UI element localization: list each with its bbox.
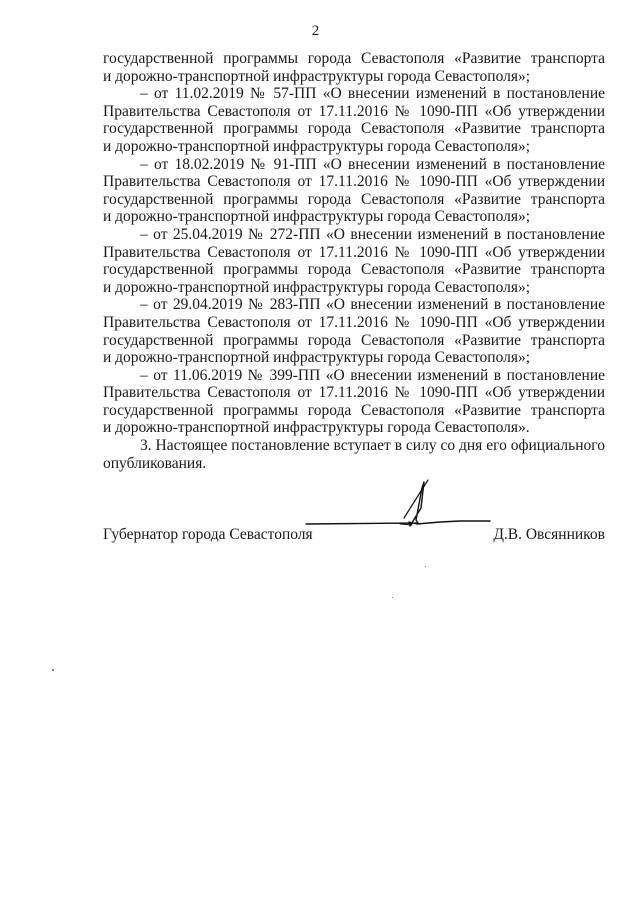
body-line: и дорожно-транспортной инфраструктуры города Севастополя»; [103, 67, 531, 85]
scan-speck [392, 597, 393, 598]
signer-title: Губернатор города Севастополя [103, 526, 313, 543]
body-line: и дорожно-транспортной инфраструктуры города Севастополя»; [103, 278, 531, 296]
body-line: и дорожно-транспортной инфраструктуры города Севастополя»; [103, 137, 531, 155]
body-line: государственной программы города Севастополя «Развитие транспорта [103, 401, 605, 419]
body-line: и дорожно-транспортной инфраструктуры города Севастополя»; [103, 208, 531, 226]
body-line: Правительства Севастополя от 17.11.2016 № 1090-ПП «Об утверждении [103, 384, 605, 402]
body-line: государственной программы города Севастополя «Развитие транспорта [103, 190, 605, 208]
body-line: и дорожно-транспортной инфраструктуры города Севастополя»; [103, 349, 531, 367]
scan-speck [425, 566, 426, 567]
amendment-entry-line: – от 11.06.2019 № 399-ПП «О внесении изменений в постановление [140, 366, 605, 384]
signer-name: Д.В. Овсянников [493, 526, 605, 543]
body-line: государственной программы города Севастополя «Развитие транспорта [103, 120, 605, 138]
body-line: и дорожно-транспортной инфраструктуры города Севастополя». [103, 419, 530, 437]
signature-block [103, 526, 605, 546]
amendment-entry-line: – от 29.04.2019 № 283-ПП «О внесении изменений в постановление [140, 296, 605, 314]
document-body [103, 50, 605, 472]
body-line: государственной программы города Севастополя «Развитие транспорта [103, 261, 605, 279]
scan-speck [52, 669, 54, 671]
effective-date-clause: 3. Настоящее постановление вступает в силу со дня его официального [140, 437, 605, 455]
amendment-entry-line: – от 25.04.2019 № 272-ПП «О внесении изменений в постановление [140, 225, 605, 243]
body-line: государственной программы города Севастополя «Развитие транспорта [103, 331, 605, 349]
amendment-entry-line: – от 11.02.2019 № 57-ПП «О внесении изменений в постановление [140, 85, 605, 103]
body-line: государственной программы города Севастополя «Развитие транспорта [103, 50, 605, 67]
body-line: Правительства Севастополя от 17.11.2016 № 1090-ПП «Об утверждении [103, 243, 605, 261]
body-line: Правительства Севастополя от 17.11.2016 № 1090-ПП «Об утверждении [103, 313, 605, 331]
page-number: 2 [311, 23, 320, 39]
effective-date-clause-end: опубликования. [103, 454, 207, 472]
body-line: Правительства Севастополя от 17.11.2016 № 1090-ПП «Об утверждении [103, 173, 605, 191]
amendment-entry-line: – от 18.02.2019 № 91-ПП «О внесении изменений в постановление [140, 155, 605, 173]
body-line: Правительства Севастополя от 17.11.2016 № 1090-ПП «Об утверждении [103, 102, 605, 120]
